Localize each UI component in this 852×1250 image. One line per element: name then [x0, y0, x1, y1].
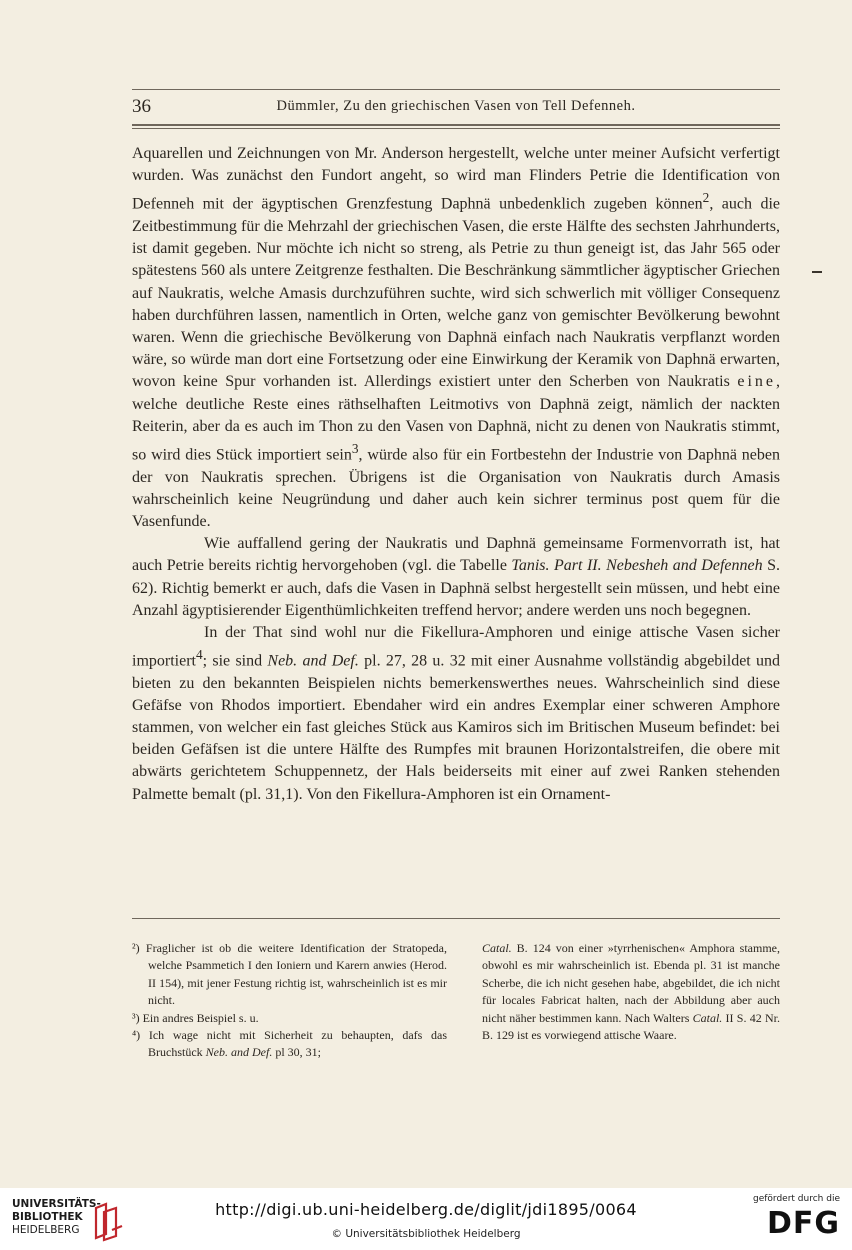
footnotes-left-column	[132, 940, 447, 1062]
footnote-ref-3[interactable]: 3	[351, 440, 359, 456]
footnotes-right-column	[482, 940, 780, 1044]
library-name-line3: HEIDELBERG	[12, 1224, 80, 1236]
footnote-4-continued: Catal. B. 124 von einer »tyrrhenischen« Amphora stamme, obwohl es mir wahrscheinlich ist. Ebenda pl. 31 ist manche Scherbe, die ich nicht gesehen habe, abgebildet, die ich nicht für locales Fabricat halten, nach der Abbildung aber auch nicht näher bestimmen kann. Nach Walters Catal. II S. 42 Nr. B. 129 ist es vorwiegend attische Waare.	[482, 941, 780, 1043]
footnote-rule	[132, 918, 780, 919]
footnote-3: ³) Ein andres Beispiel s. u.	[132, 1010, 259, 1025]
viewer-footer	[0, 1188, 852, 1250]
permalink-url[interactable]: http://digi.ub.uni-heidelberg.de/diglit/jdi1895/0064	[215, 1200, 637, 1219]
footnote-ref-4[interactable]: 4	[195, 647, 203, 663]
header-rule-thin	[132, 128, 780, 129]
paragraph-2: Wie auffallend gering der Naukratis und Daphnä gemeinsame Formenvorrath ist, hat auch Petrie bereits richtig hervorgehoben (vgl. die Tabelle Tanis. Part II. Nebesheh and Defenneh S. 62). Richtig bemerkt er auch, dafs die Vasen in Daphnä selbst hergestellt sein müssen, und hebt eine Anzahl ägyptisierender Eigenthümlichkeiten treffend hervor; andere werden uns noch begegnen.	[132, 535, 780, 619]
footnote-ref-2[interactable]: 2	[702, 190, 710, 206]
footnote-2: ²) Fraglicher ist ob die weitere Identification der Stratopeda, welche Psammetich I den Ioniern und Karern anwies (Herod. II 154), mit jener Festung richtig ist, wahrscheinlich ist es mir nicht.	[132, 941, 447, 1008]
footnote-4: ⁴) Ich wage nicht mit Sicherheit zu behaupten, dafs das Bruchstück Neb. and Def. pl 30, 31;	[132, 1028, 447, 1060]
page-number: 36	[132, 96, 151, 117]
margin-mark	[812, 271, 822, 273]
header-rule-bottom	[132, 124, 780, 126]
copyright-notice: © Universitätsbibliothek Heidelberg	[331, 1228, 521, 1240]
funded-by-label: gefördert durch die	[753, 1194, 840, 1204]
header-rule-top	[132, 89, 780, 90]
dfg-wordmark: DFG	[766, 1206, 840, 1241]
dfg-logo[interactable]	[750, 1194, 840, 1244]
page-header	[132, 96, 780, 120]
paragraph-1: Aquarellen und Zeichnungen von Mr. Anderson hergestellt, welche unter meiner Aufsicht verfertigt wurden. Was zunächst den Fundort angeht, so wird man Flinders Petrie die Identification von Defenneh mit der ägyptischen Grenzfestung Daphnä unbedenklich zugeben können$^2$, auch die Zeitbestimmung für die Mehrzahl der griechischen Vasen, die erste Hälfte des sechsten Jahrhunderts, ist damit gegeben. Nur möchte ich nicht so streng, als Petrie zu thun geneigt ist, das Jahr 565 oder spätestens 560 als untere Zeitgrenze festhalten. Die Beschränkung sämmtlicher ägyptischer Griechen auf Naukratis, welche Amasis durchzuführen suchte, wird sich schwerlich mit völliger Consequenz haben durchführen lassen, namentlich in Orten, welche ganz von gemischter Bevölkerung bewohnt waren. Wenn die griechische Bevölkerung von Daphnä einfach nach Naukratis verpflanzt worden wäre, so würde man dort eine Fortsetzung oder eine Einwirkung der Keramik von Daphnä erwarten, wovon keine Spur vorhanden ist. Allerdings existiert unter den Scherben von Naukratis eine, welche deutliche Reste eines räthselhaften Leitmotivs von Daphnä zeigt, nämlich der nackten Reiterin, aber da es auch im Thon zu den Vasen von Daphnä, nicht zu denen von Naukratis stimmt, so wird dies Stück importiert sein$^3$, würde also für ein Fortbestehn der Industrie von Daphnä neben der von Naukratis sprechen. Übrigens ist die Organisation von Naukratis durch Amasis wahrscheinlich keine Neugründung und daher auch kein sichrer terminus post quem für die Vasenfunde.	[132, 145, 781, 530]
library-name-line1: UNIVERSITÄTS-	[12, 1198, 101, 1210]
library-name-line2: BIBLIOTHEK	[12, 1211, 83, 1223]
paragraph-3: In der That sind wohl nur die Fikellura-Amphoren und einige attische Vasen sicher importiert$^4$; sie sind Neb. and Def. pl. 27, 28 u. 32 mit einer Ausnahme vollständig abgebildet und bieten zu den bekannten Beispielen nichts bemerkenswerthes neues. Wahrscheinlich sind diese Gefäfse von Rhodos importiert. Ebendaher wird ein andres Exemplar einer schweren Amphore stammen, von welcher ein fast gleiches Stück aus Kamiros sich im Britischen Museum befindet: bei beiden Gefäfsen ist die untere Hälfte des Rumpfes mit braunen Horizontalstreifen, die obere mit abwärts gerichtetem Schuppennetz, der Hals beiderseits mit einer auf zwei Ranken stehenden Palmette bemalt (pl. 31,1). Von den Fikellura-Amphoren ist ein Ornament-	[132, 623, 781, 803]
footnotes	[132, 940, 780, 1090]
main-text	[132, 143, 780, 806]
running-head: Dümmler, Zu den griechischen Vasen von Tell Defenneh.	[276, 98, 636, 114]
